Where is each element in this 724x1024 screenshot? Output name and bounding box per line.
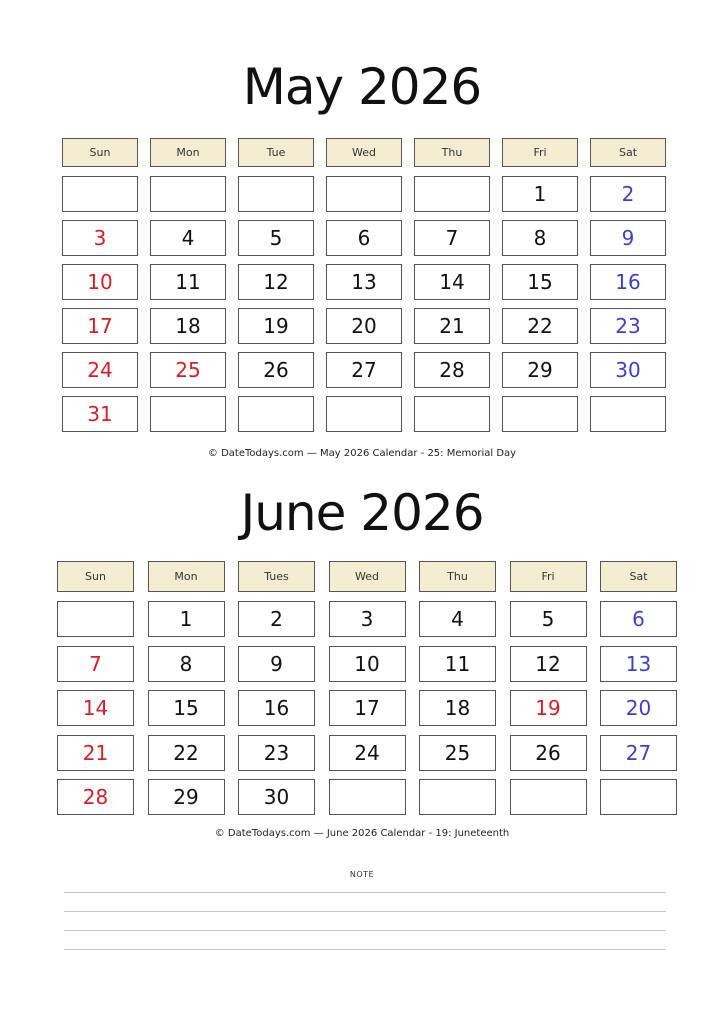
day-cell: 4 bbox=[419, 601, 496, 637]
empty-day-cell bbox=[414, 176, 490, 212]
day-cell: 8 bbox=[148, 646, 225, 682]
weekday-header: Mon bbox=[148, 561, 225, 592]
day-cell: 28 bbox=[57, 779, 134, 815]
weekday-header: Mon bbox=[150, 138, 226, 167]
day-cell: 27 bbox=[326, 352, 402, 388]
day-cell: 2 bbox=[238, 601, 315, 637]
day-cell: 23 bbox=[238, 735, 315, 771]
day-cell: 16 bbox=[590, 264, 666, 300]
empty-day-cell bbox=[62, 176, 138, 212]
day-cell: 31 bbox=[62, 396, 138, 432]
day-cell: 9 bbox=[238, 646, 315, 682]
day-cell: 20 bbox=[600, 690, 677, 726]
day-cell: 8 bbox=[502, 220, 578, 256]
day-cell: 3 bbox=[62, 220, 138, 256]
weekday-header: Sun bbox=[62, 138, 138, 167]
day-cell: 7 bbox=[414, 220, 490, 256]
day-cell: 29 bbox=[148, 779, 225, 815]
empty-day-cell bbox=[414, 396, 490, 432]
june-title: June 2026 bbox=[240, 484, 484, 542]
day-cell: 27 bbox=[600, 735, 677, 771]
day-cell: 12 bbox=[510, 646, 587, 682]
weekday-header: Thu bbox=[414, 138, 490, 167]
day-cell: 11 bbox=[419, 646, 496, 682]
empty-day-cell bbox=[238, 396, 314, 432]
day-cell: 17 bbox=[329, 690, 406, 726]
day-cell: 18 bbox=[419, 690, 496, 726]
day-cell: 25 bbox=[419, 735, 496, 771]
weekday-header: Wed bbox=[329, 561, 406, 592]
day-cell: 17 bbox=[62, 308, 138, 344]
day-cell: 10 bbox=[329, 646, 406, 682]
day-cell: 14 bbox=[57, 690, 134, 726]
day-cell: 21 bbox=[57, 735, 134, 771]
day-cell: 6 bbox=[326, 220, 402, 256]
day-cell: 7 bbox=[57, 646, 134, 682]
empty-day-cell bbox=[57, 601, 134, 637]
empty-day-cell bbox=[150, 396, 226, 432]
empty-day-cell bbox=[326, 176, 402, 212]
day-cell: 5 bbox=[510, 601, 587, 637]
day-cell: 6 bbox=[600, 601, 677, 637]
day-cell: 16 bbox=[238, 690, 315, 726]
weekday-header: Thu bbox=[419, 561, 496, 592]
day-cell: 14 bbox=[414, 264, 490, 300]
day-cell: 10 bbox=[62, 264, 138, 300]
day-cell: 25 bbox=[150, 352, 226, 388]
empty-day-cell bbox=[502, 396, 578, 432]
weekday-header: Tue bbox=[238, 138, 314, 167]
day-cell: 22 bbox=[148, 735, 225, 771]
note-line bbox=[64, 911, 666, 912]
day-cell: 28 bbox=[414, 352, 490, 388]
may-footer: © DateTodays.com — May 2026 Calendar - 25: Memorial Day bbox=[207, 448, 517, 459]
day-cell: 30 bbox=[590, 352, 666, 388]
empty-day-cell bbox=[150, 176, 226, 212]
empty-day-cell bbox=[238, 176, 314, 212]
day-cell: 13 bbox=[326, 264, 402, 300]
day-cell: 15 bbox=[502, 264, 578, 300]
day-cell: 30 bbox=[238, 779, 315, 815]
day-cell: 11 bbox=[150, 264, 226, 300]
day-cell: 18 bbox=[150, 308, 226, 344]
day-cell: 13 bbox=[600, 646, 677, 682]
weekday-header: Fri bbox=[502, 138, 578, 167]
day-cell: 1 bbox=[148, 601, 225, 637]
note-line bbox=[64, 892, 666, 893]
day-cell: 3 bbox=[329, 601, 406, 637]
weekday-header: Sat bbox=[600, 561, 677, 592]
day-cell: 29 bbox=[502, 352, 578, 388]
day-cell: 26 bbox=[510, 735, 587, 771]
may-title: May 2026 bbox=[242, 58, 482, 116]
empty-day-cell bbox=[329, 779, 406, 815]
weekday-header: Fri bbox=[510, 561, 587, 592]
weekday-header: Wed bbox=[326, 138, 402, 167]
note-label: NOTE bbox=[349, 870, 375, 879]
day-cell: 22 bbox=[502, 308, 578, 344]
day-cell: 15 bbox=[148, 690, 225, 726]
day-cell: 26 bbox=[238, 352, 314, 388]
day-cell: 5 bbox=[238, 220, 314, 256]
day-cell: 19 bbox=[510, 690, 587, 726]
day-cell: 19 bbox=[238, 308, 314, 344]
weekday-header: Sat bbox=[590, 138, 666, 167]
day-cell: 12 bbox=[238, 264, 314, 300]
note-line bbox=[64, 930, 666, 931]
empty-day-cell bbox=[419, 779, 496, 815]
day-cell: 4 bbox=[150, 220, 226, 256]
day-cell: 20 bbox=[326, 308, 402, 344]
empty-day-cell bbox=[510, 779, 587, 815]
empty-day-cell bbox=[590, 396, 666, 432]
day-cell: 1 bbox=[502, 176, 578, 212]
day-cell: 2 bbox=[590, 176, 666, 212]
empty-day-cell bbox=[600, 779, 677, 815]
june-footer: © DateTodays.com — June 2026 Calendar - 19: Juneteenth bbox=[214, 828, 510, 839]
day-cell: 23 bbox=[590, 308, 666, 344]
day-cell: 21 bbox=[414, 308, 490, 344]
weekday-header: Tues bbox=[238, 561, 315, 592]
empty-day-cell bbox=[326, 396, 402, 432]
day-cell: 9 bbox=[590, 220, 666, 256]
day-cell: 24 bbox=[329, 735, 406, 771]
note-line bbox=[64, 949, 666, 950]
weekday-header: Sun bbox=[57, 561, 134, 592]
day-cell: 24 bbox=[62, 352, 138, 388]
